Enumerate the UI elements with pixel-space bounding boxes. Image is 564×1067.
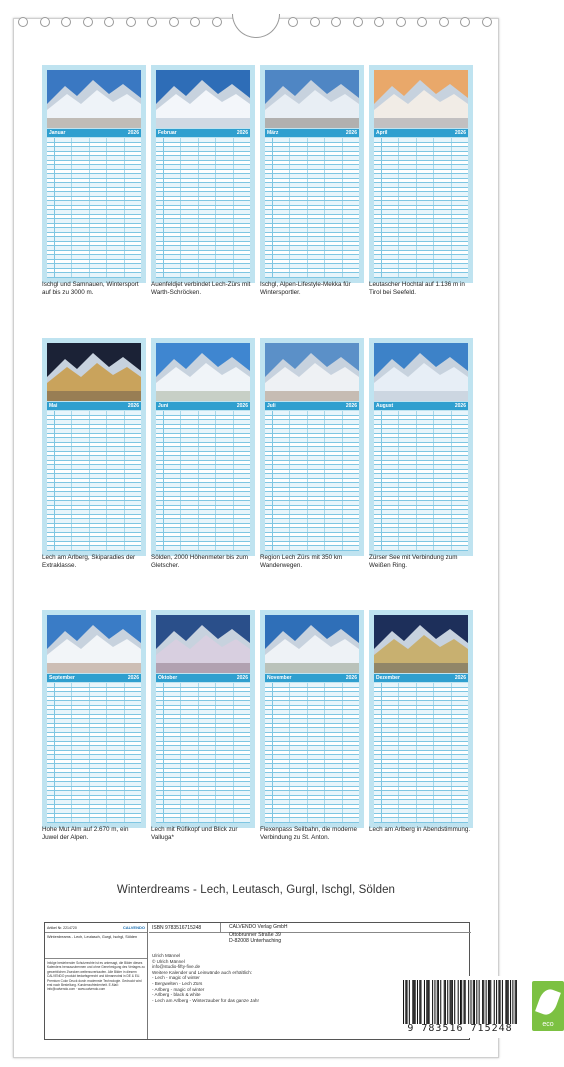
month-card [369,65,473,283]
month-year: 2026 [345,675,357,681]
day-row [265,273,359,278]
barcode-bar [417,980,418,1024]
month-caption: Leutascher Hochtal auf 1.136 m in Tirol bei Seefeld. [369,281,465,296]
day-row [47,546,141,551]
month-header [265,129,359,137]
barcode-bars [403,980,517,1024]
month-caption: Auenfeldjet verbindet Lech-Zürs mit Warth-Schröcken. [151,281,251,296]
month-header [156,129,250,137]
day-row [156,546,250,551]
binding-hole [396,17,406,27]
binding-hole [460,17,470,27]
landscape-photo [374,343,468,401]
eco-label: eco [542,1021,554,1028]
month-header [265,402,359,410]
barcode-bar [437,980,438,1024]
month-photo [374,615,468,673]
more-item: - Lech am Arlberg - Winterzauber für das ganze Jahr [152,997,259,1003]
day-row [374,818,468,823]
month-header [156,674,250,682]
publisher-line: CALVENDO Verlag GmbH [229,923,288,930]
day-grid [156,683,250,823]
month-card [369,338,473,556]
month-year: 2026 [236,130,248,136]
month-photo [156,615,250,673]
barcode-bar [424,980,425,1024]
month-card [260,610,364,828]
month-card [151,65,255,283]
binding-hole [126,17,136,27]
month-caption: Hohe Mut Alm auf 2.670 m, ein Juwel der Alpen. [42,826,129,841]
barcode-bar [463,980,464,1024]
leaf-icon [535,987,561,1018]
month-name: September [49,675,75,681]
publisher-address [149,932,471,944]
article-row [45,923,147,933]
month-year: 2026 [454,403,466,409]
month-photo [374,70,468,128]
barcode-bar [434,980,435,1024]
calendar-title: Winterdreams - Lech, Leutasch, Gurgl, Ischgl, Sölden [116,884,396,896]
month-header [374,129,468,137]
barcode [395,976,525,1038]
month-name: März [267,130,279,136]
barcode-bar [429,980,430,1024]
binding-hole [288,17,298,27]
month-name: Januar [49,130,66,136]
month-name: Februar [158,130,177,136]
month-card [260,65,364,283]
month-name: November [267,675,292,681]
day-row [156,273,250,278]
barcode-bar [427,980,428,1024]
month-photo [265,343,359,401]
month-photo [374,343,468,401]
barcode-bar [444,980,445,1024]
day-grid [47,683,141,823]
barcode-bar [440,980,441,1024]
legal-text: Infolge bestehender Schutzrechte ist es untersagt, die Bilder dieses Kalenders herauszutrennen und ohne Genehmigung des Verlages zu gewerblichen Zwecken weiterzuverkaufen. Alle Bilder in diesem CALVENDO produkt bedarfsgerecht und klimaneutral in DE & EU. Premium Color Druck durch modernste Technologie. Gedruckt wird erst nach Bestellung. Kundenzufriedenheit. E-Mail: info@calvendo.com · www.calvendo.com [47,961,145,992]
barcode-bar [510,980,511,1024]
month-header [47,402,141,410]
month-caption: Lech am Arlberg, Skiparadies der Extraklasse. [42,554,136,569]
month-card [151,610,255,828]
month-year: 2026 [127,675,139,681]
landscape-photo [47,615,141,673]
day-row [47,273,141,278]
month-header [265,674,359,682]
day-grid [265,138,359,278]
month-header [47,129,141,137]
landscape-photo [156,615,250,673]
isbn: ISBN 9783516715248 [149,923,221,932]
more-item: - Lech - magic of winter [152,975,200,981]
barcode-bar [508,980,509,1024]
barcode-bar [468,980,469,1024]
barcode-bar [461,980,462,1024]
author-line: © Ulrich Männel [152,958,185,964]
day-row [374,273,468,278]
barcode-bar [476,980,477,1024]
barcode-bar [412,980,413,1024]
day-grid [47,138,141,278]
barcode-bar [479,980,480,1024]
binding-hole [147,17,157,27]
publisher-line: Ottobrunner Straße 39 [229,932,281,938]
barcode-bar [415,980,416,1024]
binding-hole [61,17,71,27]
landscape-photo [374,70,468,128]
day-row [47,818,141,823]
barcode-bar [482,980,483,1024]
day-row [265,546,359,551]
month-header [374,402,468,410]
publisher-line: D-82008 Unterhaching [229,938,282,944]
barcode-bar [409,980,410,1024]
barcode-bar [473,980,474,1024]
month-year: 2026 [127,130,139,136]
month-caption: Lech am Arlberg in Abendstimmung. [369,826,471,833]
month-year: 2026 [127,403,139,409]
month-photo [156,70,250,128]
landscape-photo [156,70,250,128]
month-name: Juni [158,403,169,409]
month-name: August [376,403,394,409]
barcode-bar [406,980,407,1024]
short-title: Winterdreams - Lech, Leutasch, Gurgl, Ischgl, Sölden [45,933,147,959]
month-photo [47,70,141,128]
barcode-bar [512,980,513,1024]
month-name: April [376,130,388,136]
barcode-bar [470,980,471,1024]
binding-hole [212,17,222,27]
day-grid [265,683,359,823]
author-line: info@studio-fifty-five.de [152,964,201,970]
barcode-bar [505,980,506,1024]
binding-hole [190,17,200,27]
barcode-bar [460,980,461,1024]
binding-hole [331,17,341,27]
day-grid [47,411,141,551]
landscape-photo [374,615,468,673]
day-grid [156,138,250,278]
barcode-bar [496,980,497,1024]
day-grid [374,683,468,823]
month-photo [47,615,141,673]
barcode-bar [502,980,503,1024]
binding-holes [0,12,512,32]
info-left-column [45,923,148,1039]
binding-hole [104,17,114,27]
barcode-bar [515,980,516,1024]
month-photo [265,615,359,673]
barcode-bar [426,980,427,1024]
month-caption: Lech mit Rüfikopf und Blick zur Valluga* [151,826,238,841]
month-card [42,65,146,283]
barcode-bar [494,980,495,1024]
month-year: 2026 [454,675,466,681]
more-item: - Bergwelten - Lech Zürs [152,980,203,986]
month-photo [156,343,250,401]
month-caption: Flexenpass Seilbahn, die moderne Verbindung zu St. Anton. [260,826,357,841]
month-card [260,338,364,556]
month-year: 2026 [345,403,357,409]
eco-badge [532,981,564,1031]
binding-hole [417,17,427,27]
landscape-photo [47,343,141,401]
month-caption: Sölden, 2000 Höhenmeter bis zum Gletscher. [151,554,248,569]
month-caption: Ischgl, Alpen-Lifestyle-Mekka für Wintersportler. [260,281,351,296]
article-number: Artikel Nr. 2214720 [47,925,77,930]
month-card [151,338,255,556]
binding-hole [374,17,384,27]
barcode-bar [454,980,455,1024]
barcode-bar [405,980,406,1024]
author-line: Ulrich Männel [152,953,181,958]
publisher-block [221,925,288,931]
barcode-bar [438,980,439,1024]
barcode-number: 9 783516 715248 [407,1023,513,1034]
barcode-bar [500,980,501,1024]
barcode-bar [488,980,489,1024]
day-row [156,818,250,823]
info-panel [44,922,554,1040]
barcode-bar [474,980,475,1024]
day-grid [374,411,468,551]
binding-hole [169,17,179,27]
month-photo [265,70,359,128]
more-item: - Arlberg - magic of winter [152,986,205,992]
info-right-column [149,923,554,1039]
barcode-bar [458,980,459,1024]
day-grid [374,138,468,278]
barcode-bar [432,980,433,1024]
barcode-bar [452,980,453,1024]
binding-hole [310,17,320,27]
barcode-bar [420,980,421,1024]
landscape-photo [265,343,359,401]
month-name: Oktober [158,675,178,681]
author-and-more [152,953,259,1003]
barcode-bar [483,980,484,1024]
month-header [47,674,141,682]
barcode-bar [447,980,448,1024]
barcode-bar [507,980,508,1024]
day-row [374,546,468,551]
binding-hole [353,17,363,27]
day-row [265,818,359,823]
month-header [374,674,468,682]
barcode-bar [403,980,404,1024]
month-caption: Region Lech Zürs mit 350 km Wanderwegen. [260,554,343,569]
month-year: 2026 [345,130,357,136]
month-photo [47,343,141,401]
binding-hole [18,17,28,27]
barcode-bar [489,980,490,1024]
month-year: 2026 [454,130,466,136]
more-heading: Weitere Kalender und Leinwände auch erhältlich: [152,969,253,975]
brand-logo: CALVENDO [122,925,145,930]
landscape-photo [265,70,359,128]
binding-hole [482,17,492,27]
binding-hole [83,17,93,27]
barcode-bar [419,980,420,1024]
barcode-bar [490,980,491,1024]
day-grid [265,411,359,551]
month-card [42,338,146,556]
month-caption: Zürser See mit Verbindung zum Weißen Ring. [369,554,458,569]
month-name: Dezember [376,675,400,681]
month-year: 2026 [236,675,248,681]
day-grid [156,411,250,551]
landscape-photo [265,615,359,673]
more-item: - Arlberg - black & white [152,992,201,998]
barcode-bar [486,980,487,1024]
binding-hole [439,17,449,27]
month-year: 2026 [236,403,248,409]
landscape-photo [156,343,250,401]
landscape-photo [47,70,141,128]
barcode-bar [445,980,446,1024]
month-name: Juli [267,403,276,409]
barcode-bar [465,980,466,1024]
month-card [369,610,473,828]
barcode-bar [498,980,499,1024]
barcode-bar [451,980,452,1024]
month-header [156,402,250,410]
barcode-bar [450,980,451,1024]
month-caption: Ischgl und Samnauen, Wintersport auf bis zu 3000 m. [42,281,139,296]
binding-hole [40,17,50,27]
month-name: Mai [49,403,58,409]
barcode-bar [516,980,517,1024]
barcode-bar [413,980,414,1024]
month-card [42,610,146,828]
